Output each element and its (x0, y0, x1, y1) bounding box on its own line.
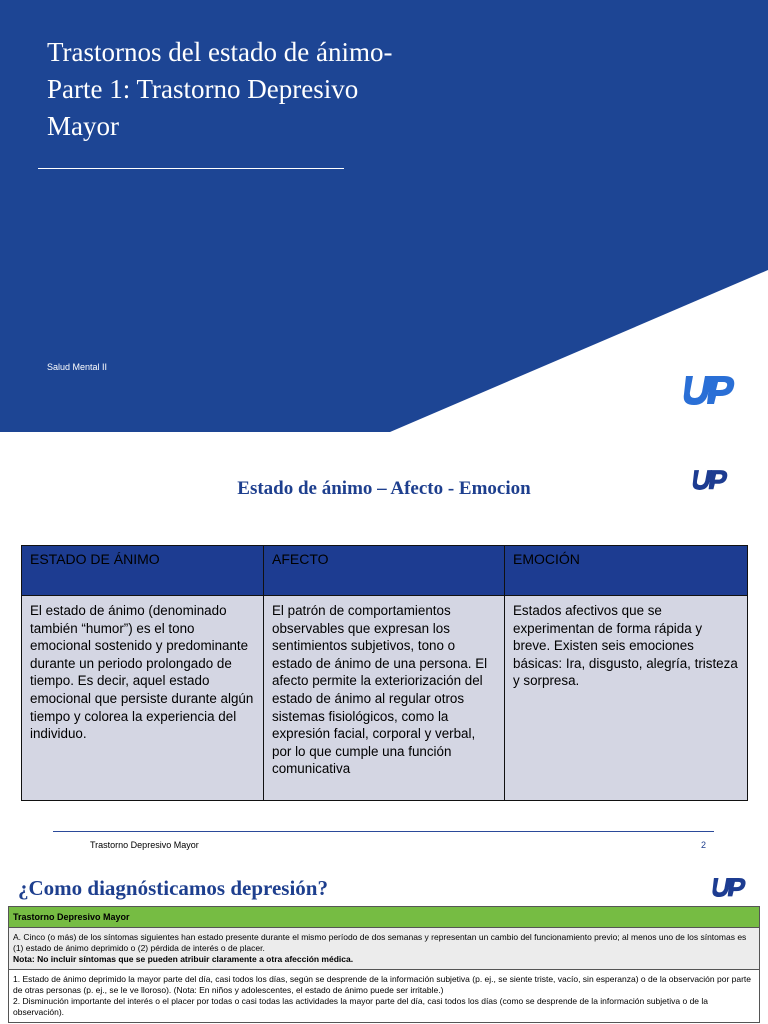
presentation-title: Trastornos del estado de ánimo- Parte 1: Trastorno Depresivo Mayor (47, 37, 393, 141)
column-header-emocion: EMOCIÓN (505, 546, 748, 596)
up-logo-icon (680, 370, 738, 408)
title-slide (0, 0, 768, 432)
diagnosis-slide (0, 864, 768, 1024)
title-divider (38, 168, 344, 169)
criteria-table-header: Trastorno Depresivo Mayor (9, 907, 760, 928)
slide-title: Estado de ánimo – Afecto - Emocion (237, 478, 531, 499)
definition-afecto: El patrón de comportamientos observables que expresan los sentimientos subjetivos, tono o estado de ánimo de una persona. El afecto permite la exteriorización del estado de ánimo al regular otros sistemas fisiológicos, como la expresión facial, corporal y verbal, por lo que cumple una función comunicativa (264, 596, 505, 801)
symptom-item-1: 1. Estado de ánimo deprimido la mayor parte del día, casi todos los días, según se desprende de la información subjetiva (p. ej., se siente triste, vacío, sin esperanza) o de la observación por parte de otras personas (p. ej., se le ve lloroso). (Nota: En niños y adolescentes, el estado de ánimo puede ser irritable.) (13, 974, 752, 995)
comparison-table (21, 545, 748, 801)
up-logo-icon (710, 874, 748, 899)
symptom-item-2: 2. Disminución importante del interés o el placer por todas o casi todas las actividades la mayor parte del día, casi todos los días (como se desprende de la información subjetiva o de la observación). (13, 996, 709, 1017)
course-name: Salud Mental II (47, 362, 108, 372)
slide-title: ¿Como diagnósticamos depresión? (18, 876, 328, 900)
table-row (22, 596, 748, 801)
criterion-a-cell (9, 928, 760, 970)
column-header-afecto: AFECTO (264, 546, 505, 596)
table-header-row (22, 546, 748, 596)
definition-emocion: Estados afectivos que se experimentan de forma rápida y breve. Existen seis emociones básicas: Ira, disgusto, alegría, tristeza y sorpresa. (505, 596, 748, 801)
page-number: 2 (701, 840, 707, 850)
up-logo-icon (690, 466, 730, 492)
symptoms-cell (9, 970, 760, 1023)
footer-divider (53, 831, 714, 832)
definitions-slide (0, 432, 768, 864)
criteria-table (8, 906, 760, 1023)
definition-estado-de-animo: El estado de ánimo (denominado también “humor”) es el tono emocional sostenido y predominante durante un periodo prolongado de tiempo. Es decir, aquel estado emocional que persiste durante algún tiempo y colorea la experiencia del individuo. (22, 596, 264, 801)
criterion-a-text: A. Cinco (o más) de los síntomas siguientes han estado presente durante el mismo período de dos semanas y representan un cambio del funcionamiento previo; al menos uno de los síntomas es (1) estado de ánimo deprimido o (2) pérdida de interés o de placer. (13, 932, 747, 953)
criterion-note: Nota: No incluir síntomas que se pueden atribuir claramente a otra afección médica. (13, 954, 354, 964)
column-header-estado-de-animo: ESTADO DE ÁNIMO (22, 546, 264, 596)
footer-text: Trastorno Depresivo Mayor (90, 840, 199, 850)
